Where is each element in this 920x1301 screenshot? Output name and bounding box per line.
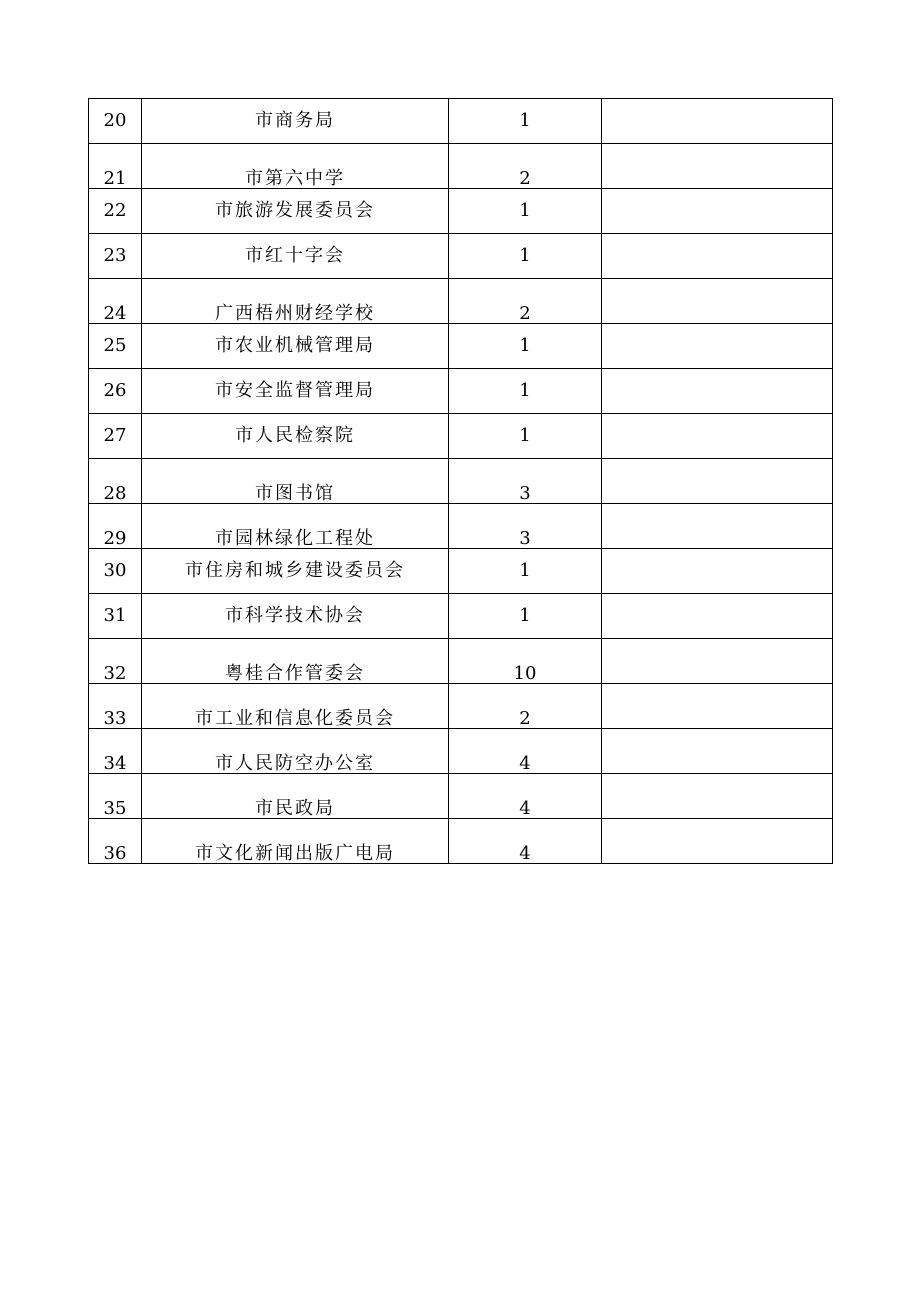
table-row	[89, 369, 833, 414]
unit-name: 市人民检察院	[142, 414, 449, 459]
position-count: 1	[449, 549, 602, 594]
table-row	[89, 459, 833, 504]
table-row	[89, 684, 833, 729]
table-row	[89, 729, 833, 774]
unit-name: 市第六中学	[142, 144, 449, 189]
table-body	[89, 99, 833, 864]
remark-cell	[602, 234, 833, 279]
unit-name: 粤桂合作管委会	[142, 639, 449, 684]
row-number: 22	[89, 189, 142, 234]
position-count: 4	[449, 819, 602, 864]
table-row	[89, 414, 833, 459]
unit-name: 市人民防空办公室	[142, 729, 449, 774]
row-number: 33	[89, 684, 142, 729]
remark-cell	[602, 729, 833, 774]
unit-name: 市农业机械管理局	[142, 324, 449, 369]
unit-name: 市科学技术协会	[142, 594, 449, 639]
remark-cell	[602, 279, 833, 324]
remark-cell	[602, 414, 833, 459]
row-number: 24	[89, 279, 142, 324]
table-row	[89, 594, 833, 639]
unit-name: 市民政局	[142, 774, 449, 819]
table-row	[89, 819, 833, 864]
position-count: 1	[449, 369, 602, 414]
position-count: 1	[449, 594, 602, 639]
unit-name: 市住房和城乡建设委员会	[142, 549, 449, 594]
remark-cell	[602, 99, 833, 144]
position-count: 1	[449, 189, 602, 234]
remark-cell	[602, 639, 833, 684]
remark-cell	[602, 594, 833, 639]
position-count: 1	[449, 99, 602, 144]
table-row	[89, 144, 833, 189]
table-row	[89, 189, 833, 234]
table-row	[89, 279, 833, 324]
unit-name: 市商务局	[142, 99, 449, 144]
position-count: 3	[449, 504, 602, 549]
table-row	[89, 99, 833, 144]
table-row	[89, 504, 833, 549]
row-number: 36	[89, 819, 142, 864]
unit-name: 市红十字会	[142, 234, 449, 279]
remark-cell	[602, 324, 833, 369]
row-number: 25	[89, 324, 142, 369]
position-count: 1	[449, 324, 602, 369]
unit-name: 市园林绿化工程处	[142, 504, 449, 549]
unit-name: 市旅游发展委员会	[142, 189, 449, 234]
position-count: 2	[449, 144, 602, 189]
remark-cell	[602, 144, 833, 189]
position-count: 3	[449, 459, 602, 504]
remark-cell	[602, 459, 833, 504]
row-number: 28	[89, 459, 142, 504]
row-number: 32	[89, 639, 142, 684]
remark-cell	[602, 549, 833, 594]
unit-name: 广西梧州财经学校	[142, 279, 449, 324]
remark-cell	[602, 774, 833, 819]
row-number: 26	[89, 369, 142, 414]
table-row	[89, 549, 833, 594]
row-number: 29	[89, 504, 142, 549]
position-count: 10	[449, 639, 602, 684]
table-row	[89, 774, 833, 819]
position-count: 4	[449, 774, 602, 819]
remark-cell	[602, 189, 833, 234]
position-count: 1	[449, 234, 602, 279]
remark-cell	[602, 504, 833, 549]
remark-cell	[602, 819, 833, 864]
table-row	[89, 324, 833, 369]
table-row	[89, 639, 833, 684]
unit-name: 市安全监督管理局	[142, 369, 449, 414]
remark-cell	[602, 684, 833, 729]
row-number: 35	[89, 774, 142, 819]
position-count: 2	[449, 684, 602, 729]
position-count: 1	[449, 414, 602, 459]
row-number: 21	[89, 144, 142, 189]
unit-name: 市图书馆	[142, 459, 449, 504]
row-number: 34	[89, 729, 142, 774]
remark-cell	[602, 369, 833, 414]
row-number: 31	[89, 594, 142, 639]
row-number: 23	[89, 234, 142, 279]
position-count: 4	[449, 729, 602, 774]
row-number: 27	[89, 414, 142, 459]
table-row	[89, 234, 833, 279]
row-number: 20	[89, 99, 142, 144]
position-count: 2	[449, 279, 602, 324]
unit-name: 市文化新闻出版广电局	[142, 819, 449, 864]
row-number: 30	[89, 549, 142, 594]
unit-allocation-table	[88, 98, 833, 864]
unit-name: 市工业和信息化委员会	[142, 684, 449, 729]
